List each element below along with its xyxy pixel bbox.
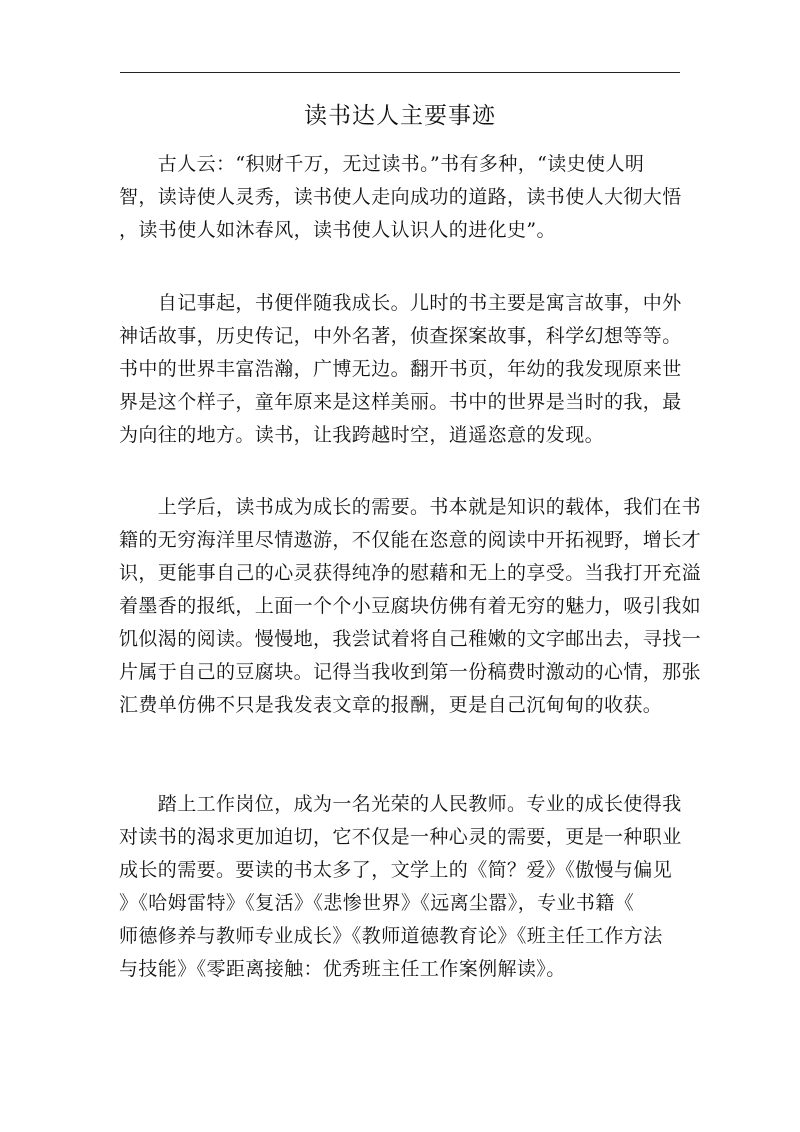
paragraph-line: 对读书的渴求更加迫切，它不仅是一种心灵的需要，更是一种职业 <box>119 826 682 848</box>
paragraph-line: 》《哈姆雷特》《复活》《悲惨世界》《远离尘嚣》，专业书籍《 <box>119 892 635 914</box>
paragraph-line: 成长的需要。要读的书太多了，文学上的《简？爱》《傲慢与偏见 <box>119 859 673 881</box>
paragraph-line: 籍的无穷海洋里尽情遨游，不仅能在恣意的阅读中开拓视野，增长才 <box>119 529 702 551</box>
paragraph-line: ，读书使人如沐春风，读书使人认识人的进化史”。 <box>119 219 556 241</box>
paragraph-line: 饥似渴的阅读。慢慢地，我尝试着将自己稚嫩的文字邮出去，寻找一 <box>119 628 702 650</box>
paragraph-1 <box>119 148 685 247</box>
header-rule <box>120 72 680 73</box>
paragraph-line: 为向往的地方。读书，让我跨越时空，逍遥恣意的发现。 <box>119 424 605 446</box>
paragraph-3 <box>119 491 702 722</box>
paragraph-line: 汇费单仿佛不只是我发表文章的报酬，更是自己沉甸甸的收获。 <box>119 694 663 716</box>
paragraph-line: 上学后，读书成为成长的需要。书本就是知识的载体，我们在书 <box>119 496 702 518</box>
paragraph-2 <box>119 287 685 452</box>
paragraph-line: 与技能》《零距离接触：优秀班主任工作案例解读》。 <box>119 958 566 980</box>
paragraph-line: 书中的世界丰富浩瀚，广博无边。翻开书页，年幼的我发现原来世 <box>119 358 682 380</box>
document-title: 读书达人主要事迹 <box>304 103 496 129</box>
paragraph-line: 智，读诗使人灵秀，读书使人走向成功的道路，读书使人大彻大悟 <box>119 186 682 208</box>
paragraph-line: 自记事起，书便伴随我成长。儿时的书主要是寓言故事，中外 <box>119 292 682 314</box>
paragraph-4 <box>119 788 685 986</box>
paragraph-line: 神话故事，历史传记，中外名著，侦查探案故事，科学幻想等等。 <box>119 325 682 347</box>
paragraph-line: 片属于自己的豆腐块。记得当我收到第一份稿费时激动的心情，那张 <box>119 661 702 683</box>
paragraph-line: 踏上工作岗位，成为一名光荣的人民教师。专业的成长使得我 <box>119 793 682 815</box>
paragraph-line: 古人云：“积财千万，无过读书。”书有多种，“读史使人明 <box>119 153 645 175</box>
paragraph-line: 着墨香的报纸，上面一个个小豆腐块仿佛有着无穷的魅力，吸引我如 <box>119 595 702 617</box>
paragraph-line: 识，更能事自己的心灵获得纯净的慰藉和无上的享受。当我打开充溢 <box>119 562 702 584</box>
paragraph-line: 界是这个样子，童年原来是这样美丽。书中的世界是当时的我，最 <box>119 391 682 413</box>
paragraph-line: 师德修养与教师专业成长》《教师道德教育论》《班主任工作方法 <box>119 925 663 947</box>
